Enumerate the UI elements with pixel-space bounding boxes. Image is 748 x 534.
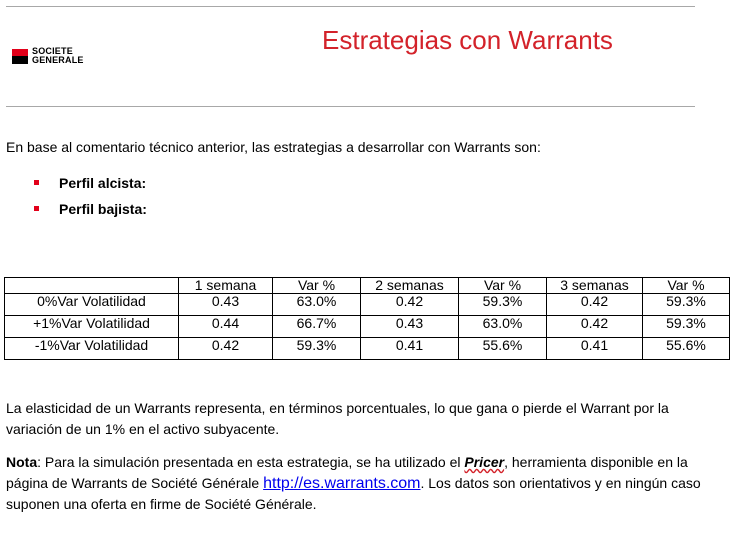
table-cell: -1%Var Volatilidad [5,338,179,360]
table-cell: +1%Var Volatilidad [5,316,179,338]
note-paragraph [6,452,726,515]
societe-generale-logo [12,47,84,65]
elasticity-table [4,277,730,360]
table-cell: 0.43 [179,294,273,316]
table-header-cell: Var % [459,278,547,294]
table-cell: 0.42 [547,294,643,316]
note-label: Nota [6,454,38,470]
intro-text: En base al comentario técnico anterior, las estrategias a desarrollar con Warrants son: [6,139,541,155]
note-text: , herramienta disponible en la página de Warrants de Société Générale [6,454,688,491]
logo-mark-icon [12,49,28,64]
table-cell: 63.0% [459,316,547,338]
strategy-list [34,174,147,226]
table-cell: 0.42 [361,294,459,316]
table-header-cell: 3 semanas [547,278,643,294]
table-cell: 59.3% [643,294,730,316]
warrants-link[interactable]: http://es.warrants.com [263,474,421,492]
elasticity-paragraph: La elasticidad de un Warrants representa, en términos porcentuales, lo que gana o pierde el Warrant por la variación de un 1% en el activo subyacente. [6,400,669,437]
page-title: Estrategias con Warrants [322,25,613,55]
table-cell: 59.3% [273,338,361,360]
table-header-cell: 1 semana [179,278,273,294]
table-cell: 0.41 [547,338,643,360]
table-header-cell [5,278,179,294]
table-cell: 0.42 [179,338,273,360]
table-cell: 59.3% [643,316,730,338]
list-item [34,200,147,217]
table-cell: 0.44 [179,316,273,338]
table-cell: 66.7% [273,316,361,338]
table-cell: 0.43 [361,316,459,338]
header-rule [6,106,695,107]
table-cell: 0.42 [547,316,643,338]
logo-text: SOCIETE GENERALE [32,46,84,65]
table-row [5,294,730,316]
table-cell: 63.0% [273,294,361,316]
table-cell: 55.6% [459,338,547,360]
table-header-cell: 2 semanas [361,278,459,294]
bullet-label: Perfil alcista: [59,174,147,191]
table-row [5,316,730,338]
table-header-cell: Var % [273,278,361,294]
table-cell: 0.41 [361,338,459,360]
table-header-row [5,278,730,294]
top-rule [6,6,695,7]
table-cell: 59.3% [459,294,547,316]
bullet-icon [34,180,39,185]
pricer-term: Pricer [464,454,505,470]
bullet-label: Perfil bajista: [59,200,147,217]
note-text: . Los datos son orientativos y en ningún caso suponen una oferta en firme de Société Générale. [6,474,701,512]
bullet-icon [34,206,39,211]
table-row [5,338,730,360]
table-header-cell: Var % [643,278,730,294]
list-item [34,174,147,191]
table-cell: 0%Var Volatilidad [5,294,179,316]
note-text: : Para la simulación presentada en esta estrategia, se ha utilizado el [37,454,465,470]
table-cell: 55.6% [643,338,730,360]
